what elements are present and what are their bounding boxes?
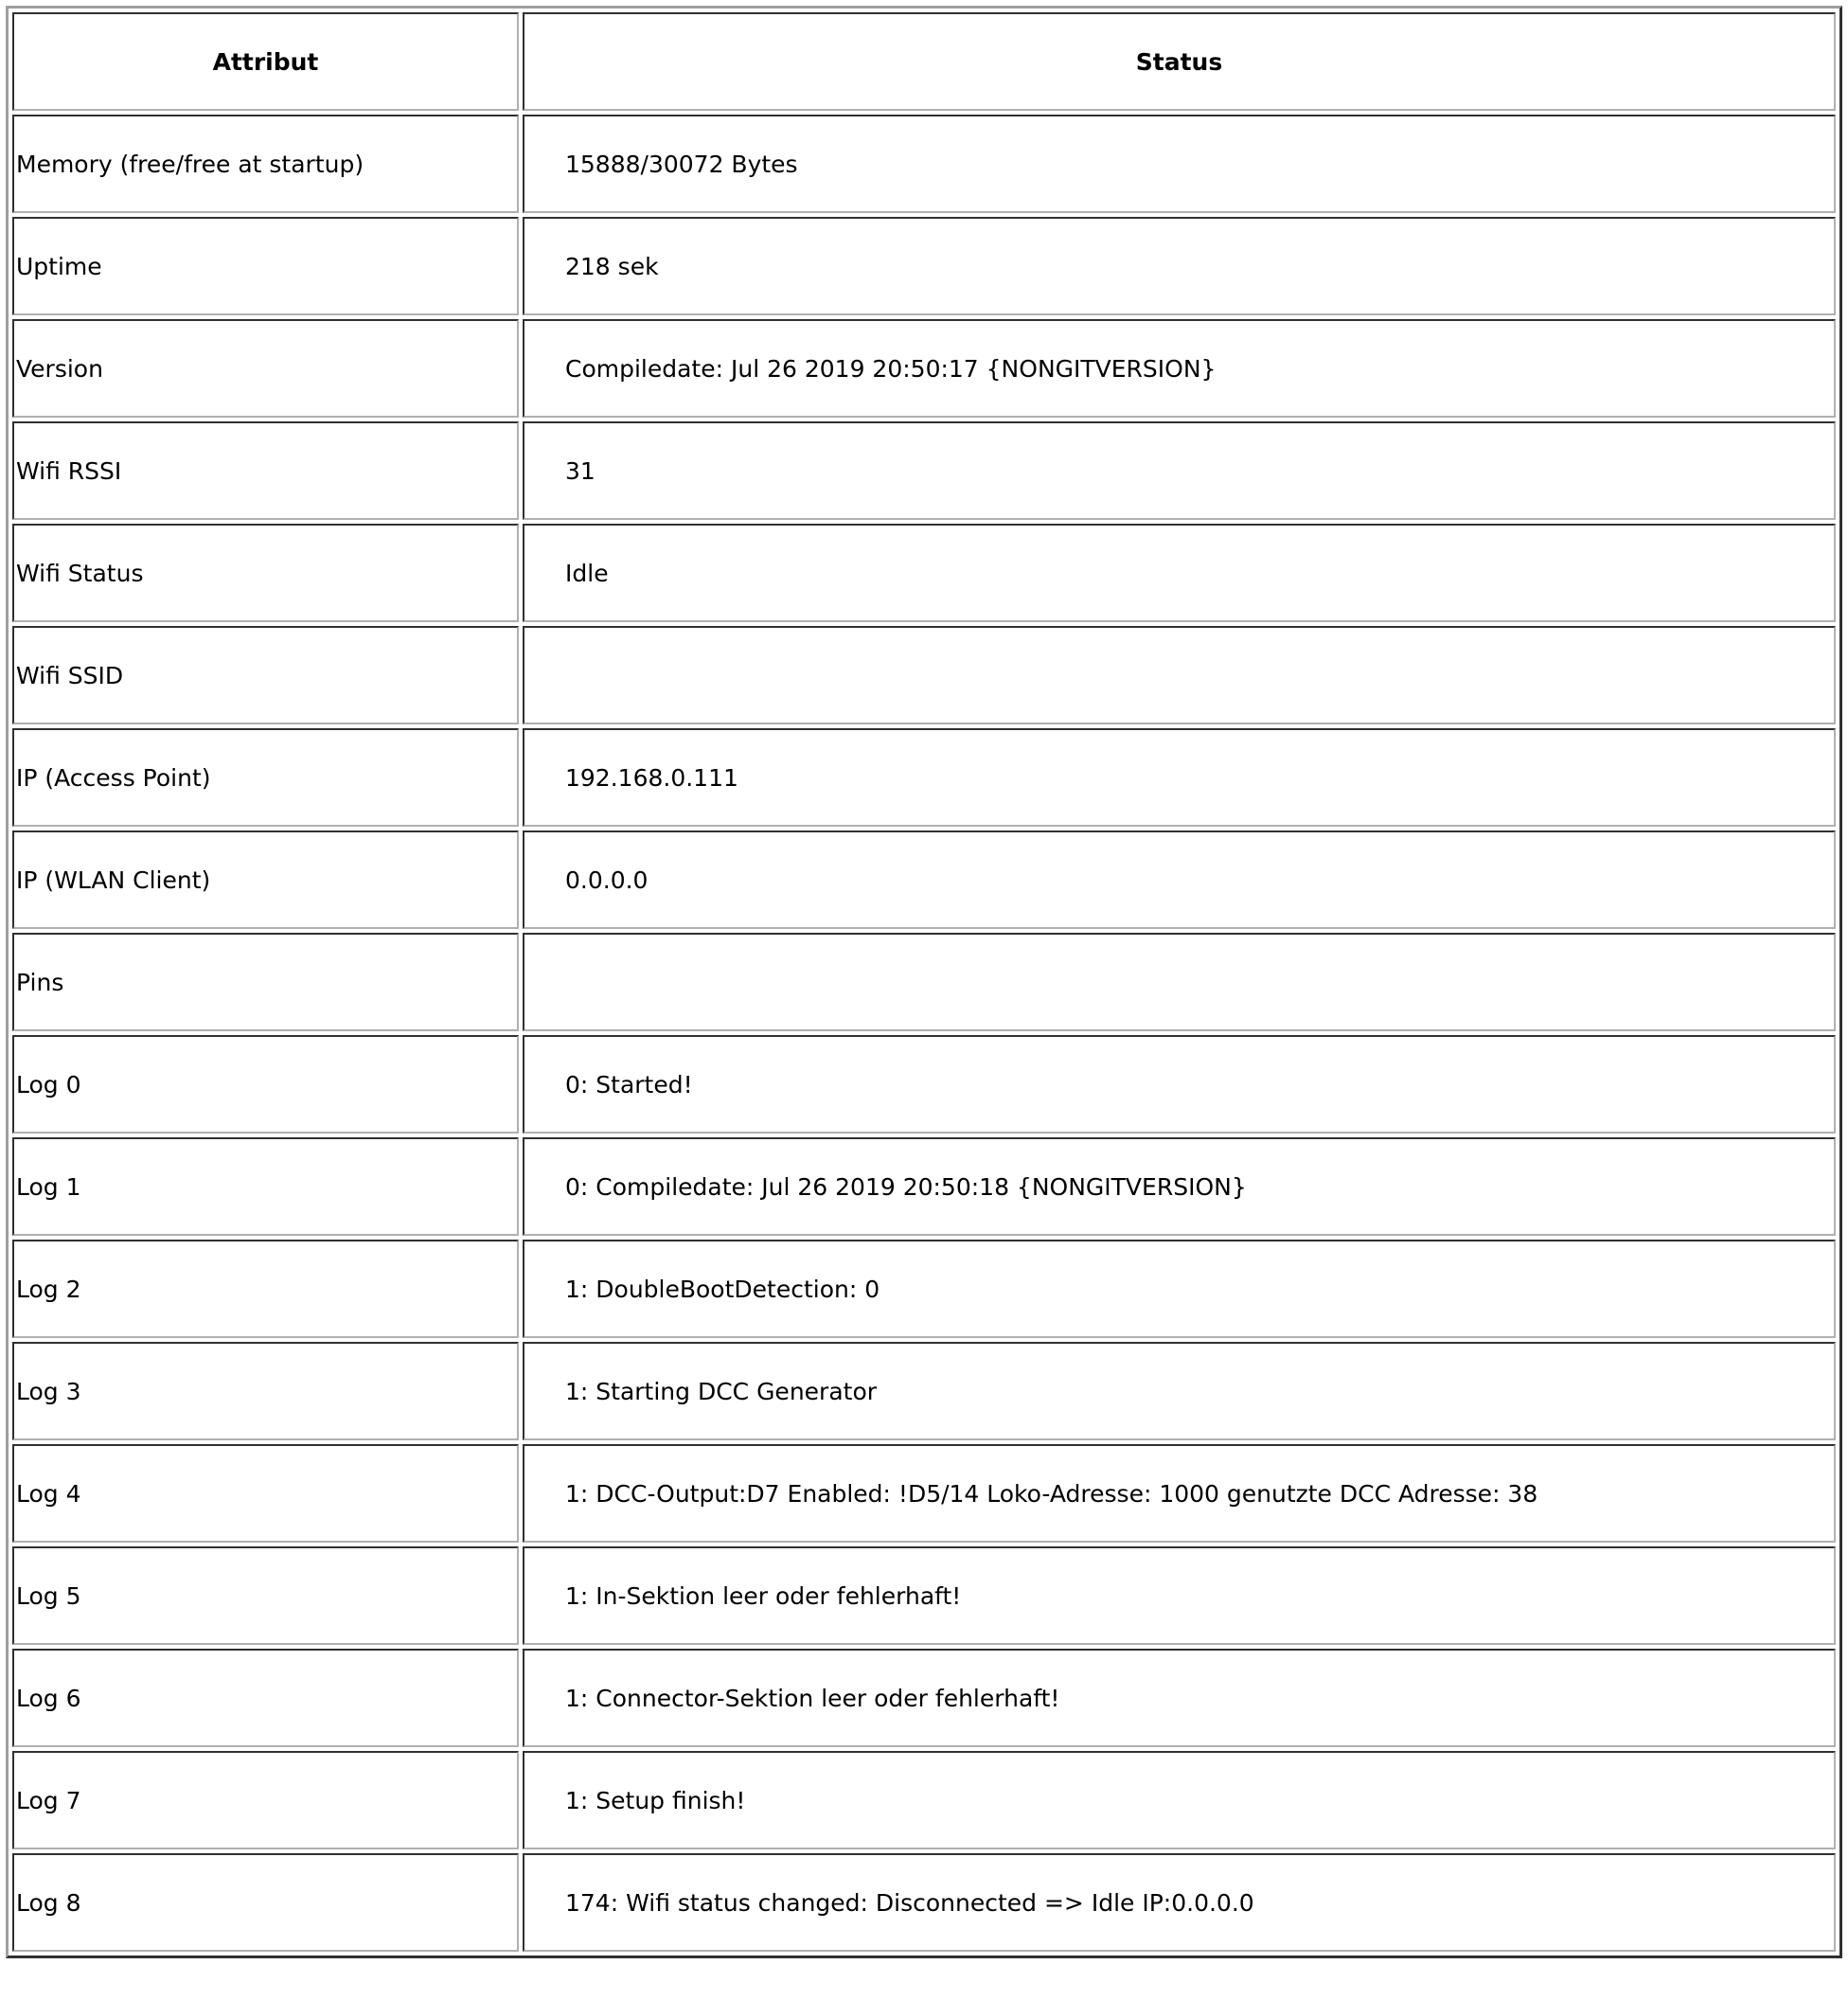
- table-row: [12, 1546, 1836, 1645]
- status-cell: 0: Compiledate: Jul 26 2019 20:50:18 {NONGITVERSION}: [523, 1137, 1836, 1236]
- table-row: [12, 1444, 1836, 1543]
- attribute-cell: Wifi SSID: [12, 626, 519, 724]
- attribute-cell: Pins: [12, 933, 519, 1031]
- attribute-cell: Log 7: [12, 1751, 519, 1849]
- attribute-cell: Uptime: [12, 217, 519, 315]
- attribute-cell: Log 2: [12, 1240, 519, 1338]
- status-cell: Idle: [523, 524, 1836, 622]
- table-row: [12, 933, 1836, 1031]
- status-cell: 0: Started!: [523, 1035, 1836, 1134]
- table-row: [12, 319, 1836, 418]
- table-row: [12, 1137, 1836, 1236]
- status-cell: 192.168.0.111: [523, 728, 1836, 827]
- attribute-cell: Wifi RSSI: [12, 421, 519, 520]
- status-cell: 31: [523, 421, 1836, 520]
- attribute-cell: Log 1: [12, 1137, 519, 1236]
- table-header-row: [12, 12, 1836, 111]
- table-body: [12, 115, 1836, 1952]
- attribute-cell: Version: [12, 319, 519, 418]
- table-row: [12, 115, 1836, 213]
- table-row: [12, 1853, 1836, 1952]
- status-cell: 1: Starting DCC Generator: [523, 1342, 1836, 1440]
- attribute-cell: IP (Access Point): [12, 728, 519, 827]
- attribute-cell: Log 6: [12, 1649, 519, 1747]
- attribute-cell: Log 5: [12, 1546, 519, 1645]
- attribute-cell: Log 4: [12, 1444, 519, 1543]
- column-header-attribute: Attribut: [12, 12, 519, 111]
- attribute-cell: Log 0: [12, 1035, 519, 1134]
- status-cell: 1: DoubleBootDetection: 0: [523, 1240, 1836, 1338]
- table-row: [12, 421, 1836, 520]
- status-cell: 15888/30072 Bytes: [523, 115, 1836, 213]
- attribute-cell: IP (WLAN Client): [12, 830, 519, 929]
- column-header-status: Status: [523, 12, 1836, 111]
- status-cell: 0.0.0.0: [523, 830, 1836, 929]
- status-cell: 1: In-Sektion leer oder fehlerhaft!: [523, 1546, 1836, 1645]
- table-row: [12, 626, 1836, 724]
- status-cell: 1: Setup finish!: [523, 1751, 1836, 1849]
- table-row: [12, 524, 1836, 622]
- status-cell: [523, 626, 1836, 724]
- status-cell: 1: DCC-Output:D7 Enabled: !D5/14 Loko-Adresse: 1000 genutzte DCC Adresse: 38: [523, 1444, 1836, 1543]
- status-cell: 1: Connector-Sektion leer oder fehlerhaft!: [523, 1649, 1836, 1747]
- table-row: [12, 217, 1836, 315]
- attribute-cell: Memory (free/free at startup): [12, 115, 519, 213]
- attribute-cell: Wifi Status: [12, 524, 519, 622]
- table-row: [12, 1342, 1836, 1440]
- status-cell: 174: Wifi status changed: Disconnected => Idle IP:0.0.0.0: [523, 1853, 1836, 1952]
- status-table: [6, 6, 1842, 1958]
- attribute-cell: Log 3: [12, 1342, 519, 1440]
- attribute-cell: Log 8: [12, 1853, 519, 1952]
- table-row: [12, 728, 1836, 827]
- status-cell: 218 sek: [523, 217, 1836, 315]
- table-row: [12, 1649, 1836, 1747]
- table-row: [12, 1751, 1836, 1849]
- status-cell: Compiledate: Jul 26 2019 20:50:17 {NONGITVERSION}: [523, 319, 1836, 418]
- status-cell: [523, 933, 1836, 1031]
- table-row: [12, 1240, 1836, 1338]
- table-row: [12, 830, 1836, 929]
- table-row: [12, 1035, 1836, 1134]
